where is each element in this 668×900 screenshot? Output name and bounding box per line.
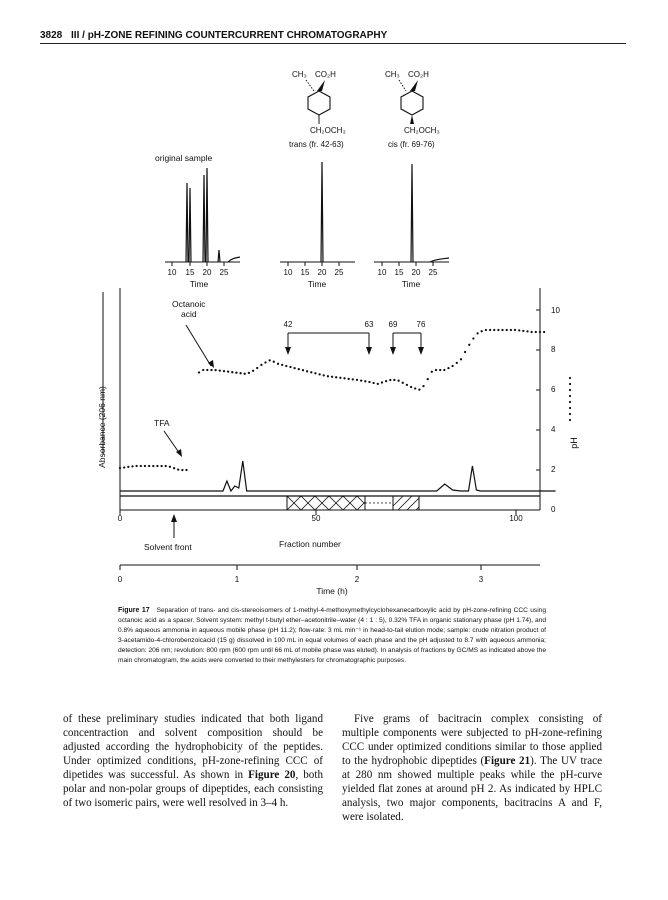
ph-curve <box>119 329 545 471</box>
ph-point <box>360 379 362 381</box>
ph-tick-0: 0 <box>551 505 556 514</box>
header-title: III / pH-ZONE REFINING COUNTERCURRENT CHROMATOGRAPHY <box>71 30 388 41</box>
ph-point <box>535 331 537 333</box>
ph-point <box>210 369 212 371</box>
ph-point <box>256 367 258 369</box>
ph-point <box>135 465 137 467</box>
trans-co2h-label: CO₂H <box>315 70 336 79</box>
ph-point <box>343 377 345 379</box>
ph-point <box>402 382 404 384</box>
ph-point <box>223 370 225 372</box>
col2-text-a: Five grams of bacitracin complex consisting of multiple components were subjected to pH-zone-refining CCC under optimized conditions similar to those applied to the hydrophobic dipeptides ( <box>342 713 602 767</box>
ph-point <box>231 371 233 373</box>
main-chart <box>97 288 579 596</box>
time-tick-2: 2 <box>354 575 360 584</box>
ph-point <box>397 380 399 382</box>
ph-point <box>493 329 495 331</box>
inset1-tick-10: 10 <box>167 268 177 277</box>
ph-point <box>269 359 271 361</box>
ph-point <box>372 382 374 384</box>
ph-point <box>331 376 333 378</box>
ph-point <box>131 465 133 467</box>
ph-point <box>244 373 246 375</box>
ph-point <box>385 380 387 382</box>
ph-point <box>526 330 528 332</box>
ph-point <box>248 372 250 374</box>
fraction-markers <box>284 320 426 355</box>
ph-point <box>181 469 183 471</box>
inset2-xlabel: Time <box>307 279 327 289</box>
trans-caption: trans (fr. 42-63) <box>289 140 344 149</box>
ph-point <box>227 370 229 372</box>
ph-point <box>323 374 325 376</box>
ph-point <box>422 385 424 387</box>
ph-point <box>377 383 379 385</box>
ph-point <box>239 372 241 374</box>
fraction-tick-100: 100 <box>509 514 523 523</box>
ph-point <box>206 369 208 371</box>
ph-point <box>156 465 158 467</box>
ph-point <box>518 329 520 331</box>
y-left-label: Absorbance (206 nm) <box>97 386 107 468</box>
trans-ch3-label: CH₃ <box>292 70 307 79</box>
ph-point <box>506 329 508 331</box>
octanoic-acid-label-line-2: acid <box>181 309 197 319</box>
inset1-tick-20: 20 <box>202 268 212 277</box>
ph-point <box>522 330 524 332</box>
ph-point <box>302 369 304 371</box>
col2-figure-ref[interactable]: Figure 21 <box>484 755 531 767</box>
ph-point <box>264 361 266 363</box>
ph-point <box>310 371 312 373</box>
col2-text-b: ). The UV trace at 280 nm showed multiple peaks while the pH-curve yielded flat zones at around pH 2. As indicated by HPLC analysis, two major components, bacitracins A and F, were isolated. <box>342 755 602 823</box>
inset2-tick-10: 10 <box>283 268 293 277</box>
inset1-tick-15: 15 <box>185 268 195 277</box>
inset-original <box>165 168 240 289</box>
ph-point <box>406 384 408 386</box>
ph-point <box>285 365 287 367</box>
inset3-tick-25: 25 <box>428 268 438 277</box>
ph-tick-2: 2 <box>551 465 556 474</box>
ph-point <box>352 378 354 380</box>
ph-point <box>364 380 366 382</box>
ph-point <box>252 370 254 372</box>
caption-text: Separation of trans- and cis-stereoisomers of 1-methyl-4-methoxymethylcyclohexanecarboxylic acid by pH-zone-refining CCC using octanoic acid as a spacer. Solvent system: methyl t-butyl ether–acetonitrile–water (4 : 1 : 5), 0.32% TFA in organic stationary phase (pH 1.74), and 0.8% aqueous ammonia in aqueous mobile phase (pH 11.2); flow-rate: 3 mL min⁻¹ in head-to-tail elution mode; sample: crude nitration product of 3-acetamido-4-chlorobenzoicacid (15 g) dissolved in 100 mL in equal volumes of each phase and the pH adjusted to 8.7 with aqueous ammonia; detection: 206 nm; revolution: 800 rpm (600 rpm until 66 mL of mobile phase was eluted). In analysis of fractions by GC/MS as indicated above the main chromatogram, the acids were converted to their methylesters for chromatographic purposes. <box>118 607 546 664</box>
ph-tick-8: 8 <box>551 345 556 354</box>
cis-caption: cis (fr. 69-76) <box>388 140 435 149</box>
ph-point <box>481 330 483 332</box>
cis-ch2och3-label: CH₂OCH₃ <box>404 126 440 135</box>
time-tick-3: 3 <box>478 575 484 584</box>
ph-tick-4: 4 <box>551 425 556 434</box>
solvent-front-label: Solvent front <box>144 542 192 552</box>
inset3-tick-15: 15 <box>394 268 404 277</box>
figure-17 <box>0 48 668 603</box>
ph-point <box>476 332 478 334</box>
ph-point <box>173 467 175 469</box>
col1-figure-ref[interactable]: Figure 20 <box>248 769 296 781</box>
fraction-tick-50: 50 <box>311 514 321 523</box>
ph-point <box>468 344 470 346</box>
ph-point <box>144 465 146 467</box>
figure-caption <box>118 606 546 666</box>
ph-point <box>485 329 487 331</box>
ph-point <box>431 371 433 373</box>
ph-point <box>451 365 453 367</box>
ph-point <box>530 331 532 333</box>
ph-point <box>289 366 291 368</box>
ph-point <box>356 379 358 381</box>
cis-pool-box <box>393 496 419 510</box>
ph-point <box>456 362 458 364</box>
ph-point <box>514 329 516 331</box>
ph-point <box>393 379 395 381</box>
ph-tick-6: 6 <box>551 385 556 394</box>
ph-point <box>418 388 420 390</box>
ph-point <box>539 331 541 333</box>
absorbance-trace <box>120 461 556 491</box>
col1-text-a: of these preliminary studies indicated that both ligand concentraction and solvent composition should be adjusted according the hydrophobicity of the peptides. Under optimized conditions, pH-zone-refining CCC of dipetides was successful. As shown in <box>63 713 323 781</box>
inset3-tick-20: 20 <box>411 268 421 277</box>
ph-legend-dots <box>569 377 571 421</box>
cis-structure <box>385 70 440 149</box>
ph-point <box>443 369 445 371</box>
ph-point <box>389 379 391 381</box>
ph-point <box>140 465 142 467</box>
caption-label: Figure 17 <box>118 607 150 614</box>
fraction-marker-76: 76 <box>416 320 426 329</box>
fraction-marker-42: 42 <box>283 320 293 329</box>
ph-point <box>214 369 216 371</box>
ph-point <box>414 387 416 389</box>
ph-point <box>165 465 167 467</box>
ph-point <box>198 371 200 373</box>
original-sample-label: original sample <box>155 153 213 163</box>
trans-structure <box>289 70 346 149</box>
time-axis-label: Time (h) <box>316 586 348 596</box>
ph-point <box>306 370 308 372</box>
page-number: 3828 <box>40 30 63 41</box>
ph-point <box>327 375 329 377</box>
inset-cis <box>374 164 449 289</box>
ph-point <box>119 467 121 469</box>
ph-point <box>127 466 129 468</box>
ph-point <box>543 331 545 333</box>
ph-point <box>339 377 341 379</box>
ph-point <box>148 465 150 467</box>
ph-point <box>335 376 337 378</box>
ph-point <box>439 369 441 371</box>
ph-point <box>177 468 179 470</box>
time-tick-0: 0 <box>117 575 123 584</box>
ph-point <box>348 378 350 380</box>
body-column-right <box>342 712 602 824</box>
ph-point <box>293 367 295 369</box>
ph-point <box>277 363 279 365</box>
trans-pool-box <box>287 496 365 510</box>
ph-point <box>427 378 429 380</box>
body-column-left <box>63 712 323 810</box>
ph-point <box>472 337 474 339</box>
ph-point <box>447 367 449 369</box>
inset1-tick-25: 25 <box>219 268 229 277</box>
inset3-xlabel: Time <box>401 279 421 289</box>
ph-point <box>501 329 503 331</box>
ph-point <box>368 381 370 383</box>
ph-tick-10: 10 <box>551 306 560 315</box>
fraction-tick-0: 0 <box>117 514 123 523</box>
ph-point <box>381 381 383 383</box>
ph-point <box>235 372 237 374</box>
inset3-tick-10: 10 <box>377 268 387 277</box>
fraction-marker-63: 63 <box>364 320 374 329</box>
inset1-xlabel: Time <box>189 279 209 289</box>
ph-point <box>464 351 466 353</box>
ph-point <box>410 386 412 388</box>
trans-ch2och3-label: CH₂OCH₃ <box>310 126 346 135</box>
ph-point <box>435 369 437 371</box>
cis-co2h-label: CO₂H <box>408 70 429 79</box>
fraction-marker-69: 69 <box>388 320 398 329</box>
ph-point <box>497 329 499 331</box>
cis-ch3-label: CH₃ <box>385 70 400 79</box>
inset2-tick-20: 20 <box>317 268 327 277</box>
ph-point <box>202 369 204 371</box>
ph-point <box>314 372 316 374</box>
col1-text-b: , both polar and non-polar groups of dipeptides, each consisting of two isomeric pairs, were well resolved in 3–4 h. <box>63 769 323 809</box>
fraction-number-label: Fraction number <box>279 539 341 549</box>
ph-point <box>489 329 491 331</box>
octanoic-acid-label <box>172 299 208 319</box>
y-right-label: pH <box>569 437 579 449</box>
inset-trans <box>280 162 355 289</box>
octanoic-acid-label-line-1: Octanoic <box>172 299 206 309</box>
ph-point <box>152 465 154 467</box>
inset2-tick-15: 15 <box>300 268 310 277</box>
ph-point <box>273 361 275 363</box>
ph-point <box>510 329 512 331</box>
ph-point <box>318 373 320 375</box>
ph-point <box>185 469 187 471</box>
ph-point <box>260 364 262 366</box>
running-header <box>40 30 387 41</box>
ph-point <box>460 358 462 360</box>
tfa-label: TFA <box>154 418 170 428</box>
ph-point <box>123 466 125 468</box>
ph-point <box>160 465 162 467</box>
ph-point <box>219 369 221 371</box>
ph-point <box>298 368 300 370</box>
ph-point <box>281 364 283 366</box>
header-rule <box>40 43 626 44</box>
ph-point <box>169 466 171 468</box>
time-tick-1: 1 <box>234 575 240 584</box>
inset2-tick-25: 25 <box>334 268 344 277</box>
